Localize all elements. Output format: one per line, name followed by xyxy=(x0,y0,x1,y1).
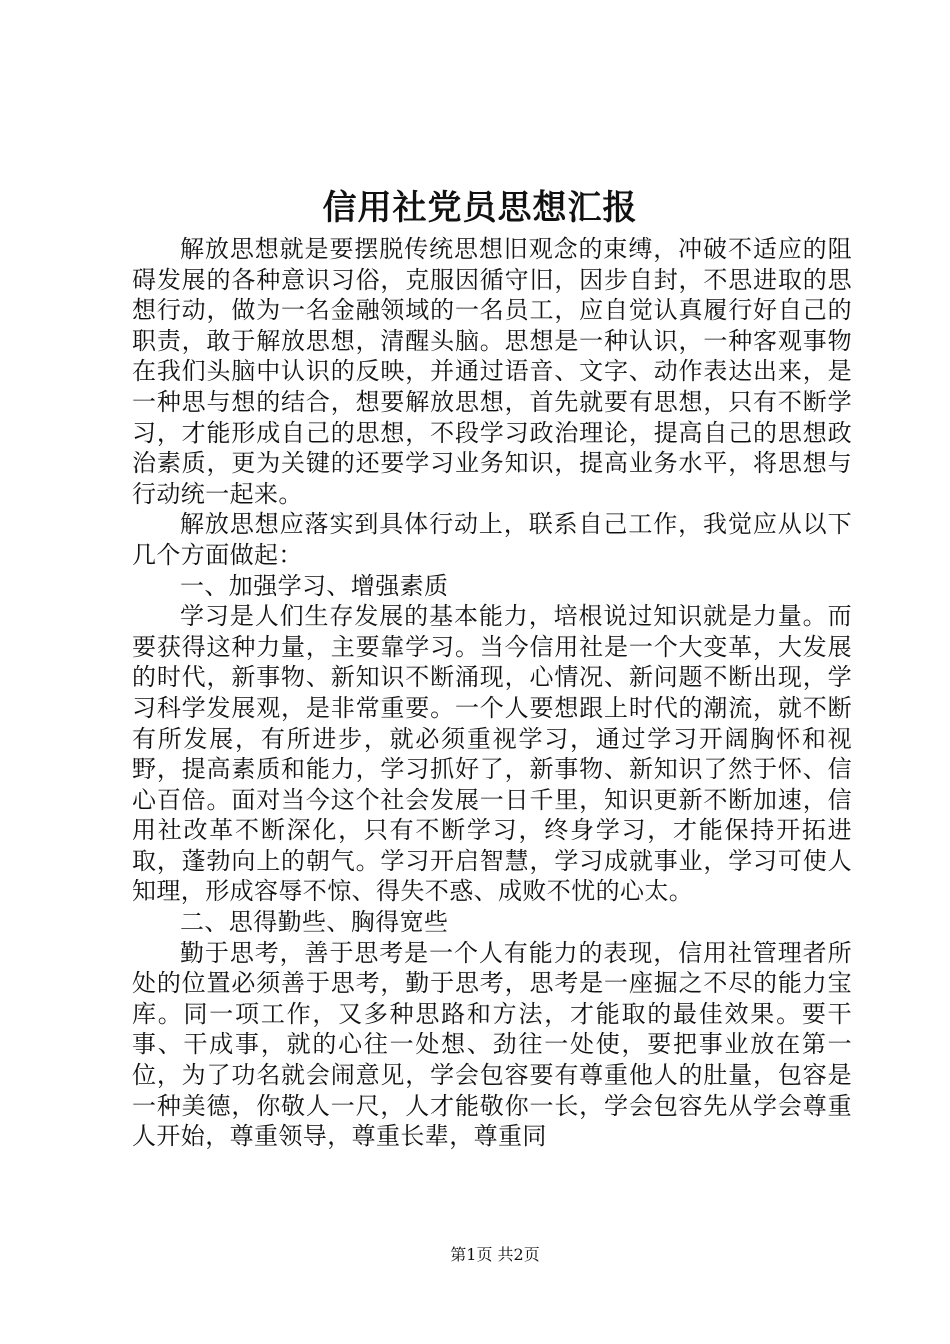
section-heading: 二、思得勤些、胸得宽些 xyxy=(180,908,449,937)
paragraph: 勤于思考，善于思考是一个人有能力的表现，信用社管理者所处的位置必须善于思考，勤于思考，思考是一座掘之不尽的能力宝库。同一项工作，又多种思路和方法，才能取的最佳效果。要干事、干成事，就的心往一处想、劲往一处使，要把事业放在第一位，为了功名就会闹意见，学会包容要有尊重他人的肚量，包容是一种美德，你敬人一尺，人才能敬你一长，学会包容先从学会尊重人开始，尊重领导，尊重长辈，尊重同 xyxy=(132,938,852,1151)
paragraph: 解放思想就是要摆脱传统思想旧观念的束缚，冲破不适应的阻碍发展的各种意识习俗，克服因循守旧，因步自封，不思进取的思想行动，做为一名金融领域的一名员工，应自觉认真履行好自己的职责，敢于解放思想，清醒头脑。思想是一种认识，一种客观事物在我们头脑中认识的反映，并通过语音、文字、动作表达出来，是一种思与想的结合，想要解放思想，首先就要有思想，只有不断学习，才能形成自己的思想，不段学习政治理论，提高自己的思想政治素质，更为关键的还要学习业务知识，提高业务水平，将思想与行动统一起来。 xyxy=(132,235,852,508)
document-title: 信用社党员思想汇报 xyxy=(322,188,638,228)
page-footer: 第1页 共2页 xyxy=(450,1245,540,1264)
paragraph: 解放思想应落实到具体行动上，联系自己工作，我觉应从以下几个方面做起： xyxy=(132,510,852,569)
paragraph: 学习是人们生存发展的基本能力，培根说过知识就是力量。而要获得这种力量，主要靠学习。当今信用社是一个大变革，大发展的时代，新事物、新知识不断涌现，心情况、新问题不断出现，学习科学发展观，是非常重要。一个人要想跟上时代的潮流，就不断有所发展，有所进步，就必须重视学习，通过学习开阔胸怀和视野，提高素质和能力，学习抓好了，新事物、新知识了然于怀、信心百倍。面对当今这个社会发展一日千里，知识更新不断加速，信用社改革不断深化，只有不断学习，终身学习，才能保持开拓进取，蓬勃向上的朝气。学习开启智慧，学习成就事业，学习可使人知理，形成容辱不惊、得失不惑、成败不忧的心太。 xyxy=(132,602,852,906)
document-body xyxy=(132,234,852,1152)
section-heading: 一、加强学习、增强素质 xyxy=(180,571,449,600)
